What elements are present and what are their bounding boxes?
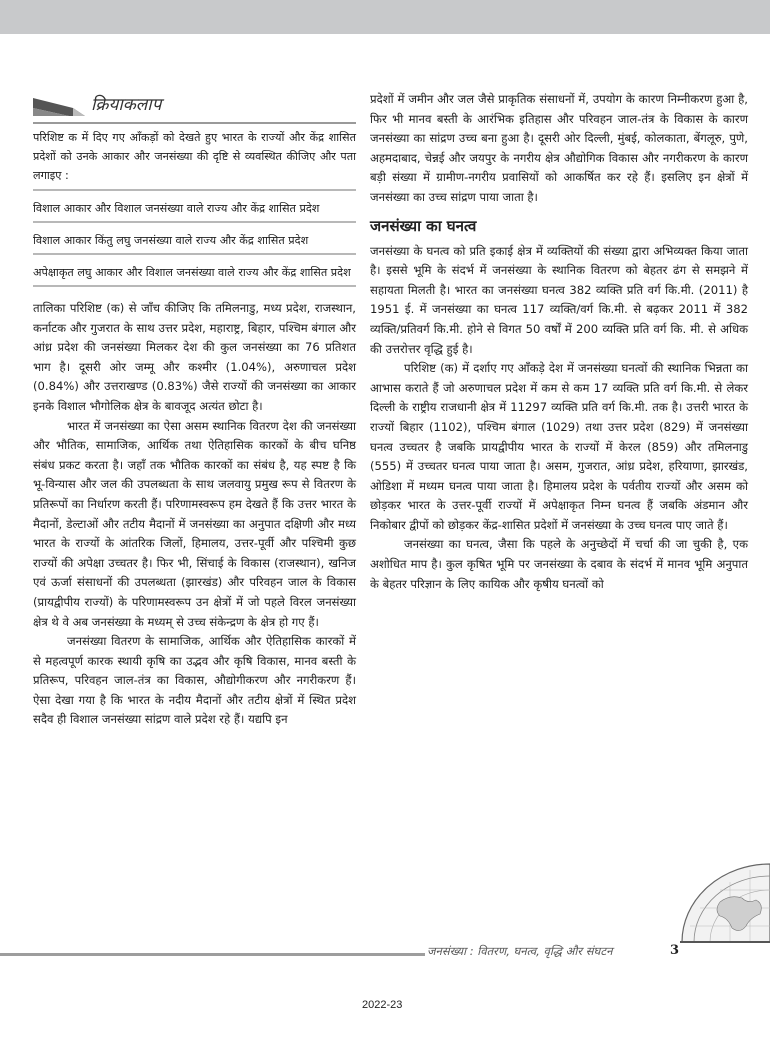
paragraph: जनसंख्या वितरण के सामाजिक, आर्थिक और ऐतिहासिक कारकों में से महत्वपूर्ण कारक स्थायी कृषि का उद्भव और कृषि विकास, मानव बस्ती के प्रतिरूप, परिवहन जाल-तंत्र का विकास, औद्योगीकरण और नगरीकरण हैं। ऐसा देखा गया है कि भारत के नदीय मैदानों और तटीय क्षेत्रों में स्थित प्रदेश सदैव ही विशाल जनसंख्या सांद्रण वाले प्रदेश रहे हैं। यद्यपि इन: [33, 634, 356, 727]
globe-map-icon: [680, 862, 770, 944]
activity-title: क्रियाकलाप: [91, 95, 162, 115]
activity-item: विशाल आकार और विशाल जनसंख्या वाले राज्य और केंद्र शासित प्रदेश: [33, 189, 356, 223]
section-heading: जनसंख्या का घनत्व: [370, 216, 477, 235]
paragraph: जनसंख्या का घनत्व, जैसा कि पहले के अनुच्छेदों में चर्चा की जा चुकी है, एक अशोधित माप है। कुल कृषित भूमि पर जनसंख्या के दबाव के संदर्भ में मानव भूमि अनुपात के बेहतर परिज्ञान के लिए कायिक और कृषीय घनत्वों को: [370, 537, 748, 591]
activity-item: विशाल आकार किंतु लघु जनसंख्या वाले राज्य और केंद्र शासित प्रदेश: [33, 223, 356, 255]
paragraph: परिशिष्ट (क) में दर्शाए गए आँकड़े देश में जनसंख्या घनत्वों की स्थानिक भिन्नता का आभास कराते हैं जो अरुणाचल प्रदेश में कम से कम 17 व्यक्ति प्रति वर्ग कि.मी. से लेकर दिल्ली के राष्ट्रीय राजधानी क्षेत्र में 11297 व्यक्ति प्रति वर्ग कि.मी. तक है। उत्तरी भारत के राज्यों बिहार (1102), पश्चिम बंगाल (1029) तथा उत्तर प्रदेश (829) में जनसंख्या घनत्व उच्चतर है जबकि प्रायद्वीपीय भारत के राज्यों में केरल (859) और तमिलनाडु (555) में उच्चतर घनत्व पाया जाता है। असम, गुजरात, आंध्र प्रदेश, हरियाणा, झारखंड, ओडिशा में मध्यम घनत्व पाया जाता है। हिमालय प्रदेश के पर्वतीय राज्यों और असम को छोड़कर भारत के उत्तर-पूर्वी राज्यों में अपेक्षाकृत निम्न घनत्व हैं जबकि अंडमान और निकोबार द्वीपों को छोड़कर केंद्र-शासित प्रदेशों में जनसंख्या के उच्च घनत्व पाए जाते हैं।: [370, 361, 748, 532]
divider: [33, 122, 356, 124]
paragraph: प्रदेशों में जमीन और जल जैसे प्राकृतिक संसाधनों में, उपयोग के कारण निम्नीकरण हुआ है, फिर भी मानव बस्ती के आरंभिक इतिहास और परिवहन जाल-तंत्र के विकास के कारण जनसंख्या का सांद्रण उच्च बना हुआ है। दूसरी ओर दिल्ली, मुंबई, कोलकाता, बेंगलूरु, पुणे, अहमदाबाद, चेन्नई और जयपुर के नगरीय क्षेत्र औद्योगिक विकास और नगरीकरण के कारण बड़ी संख्या में ग्रामीण-नगरीय प्रवासियों को आकर्षित कर रहे हैं। इसलिए इन क्षेत्रों में जनसंख्या का उच्च सांद्रण पाया जाता है।: [370, 92, 748, 204]
pencil-icon: [33, 96, 85, 118]
page-number: 3: [670, 943, 680, 958]
paragraph: तालिका परिशिष्ट (क) से जाँच कीजिए कि तमिलनाडु, मध्य प्रदेश, राजस्थान, कर्नाटक और गुजरात के साथ उत्तर प्रदेश, महाराष्ट्र, बिहार, पश्चिम बंगाल और आंध्र प्रदेश की जनसंख्या मिलकर देश की कुल जनसंख्या का 76 प्रतिशत भाग है। दूसरी ओर जम्मू और कश्मीर (1.04%), अरुणाचल प्रदेश (0.84%) और उत्तराखण्ड (0.83%) जैसे राज्यों की जनसंख्या का आकार इनके विशाल भौगोलिक क्षेत्र के बावजूद अत्यंत छोटा है।: [33, 301, 356, 413]
paragraph: भारत में जनसंख्या का ऐसा असम स्थानिक वितरण देश की जनसंख्या और भौतिक, सामाजिक, आर्थिक तथा ऐतिहासिक कारकों के बीच घनिष्ठ संबंध प्रकट करता है। जहाँ तक भौतिक कारकों का संबंध है, यह स्पष्ट है कि भू-विन्यास और जल की उपलब्धता के साथ जलवायु प्रमुख रूप से वितरण के प्रतिरूपों का निर्धारण करती हैं। परिणामस्वरूप हम देखते हैं कि उत्तर भारत के मैदानों, डेल्टाओं और तटीय मैदानों में जनसंख्या का अनुपात दक्षिणी और मध्य भारत के राज्यों के आंतरिक जिलों, हिमालय, उत्तर-पूर्वी और पश्चिमी कुछ राज्यों की अपेक्षा उच्चतर है। फिर भी, सिंचाई के विकास (राजस्थान), खनिज एवं ऊर्जा संसाधनों की उपलब्धता (झारखंड) और परिवहन जाल के विकास (प्रायद्वीपीय राज्यों) के परिणामस्वरूप उन क्षेत्रों में जो पहले विरल जनसंख्या क्षेत्र थे वे अब जनसंख्या के मध्यम् से उच्च संकेन्द्रण के क्षेत्र हो गए हैं।: [33, 418, 356, 629]
paragraph: जनसंख्या के घनत्व को प्रति इकाई क्षेत्र में व्यक्तियों की संख्या द्वारा अभिव्यक्त किया जाता है। इससे भूमि के संदर्भ में जनसंख्या के स्थानिक वितरण को बेहतर ढंग से समझने में सहायता मिलती है। भारत का जनसंख्या घनत्व 382 व्यक्ति प्रति वर्ग कि.मी. (2011) है 1951 ई. में जनसंख्या का घनत्व 117 व्यक्ति/वर्ग कि.मी. से बढ़कर 2011 में 382 व्यक्ति/प्रतिवर्ग कि.मी. होने से विगत 50 वर्षों में 200 व्यक्ति प्रति वर्ग कि. मी. से अधिक की उत्तरोत्तर वृद्धि हुई है।: [370, 243, 748, 356]
left-column: [33, 90, 356, 730]
left-body: [33, 299, 356, 730]
top-band: [0, 0, 770, 34]
activity-item: अपेक्षाकृत लघु आकार और विशाल जनसंख्या वाले राज्य और केंद्र शासित प्रदेश: [33, 255, 356, 287]
activity-header: [33, 90, 356, 124]
activity-intro: परिशिष्ट क में दिए गए आँकड़ों को देखते हुए भारत के राज्यों और केंद्र शासित प्रदेशों को उनके आकार और जनसंख्या की दृष्टि से व्यवस्थित कीजिए और पता लगाइए :: [33, 131, 356, 182]
edition-year: 2022-23: [362, 999, 403, 1011]
chapter-title: जनसंख्या : वितरण, घनत्व, वृद्धि और संघटन: [427, 944, 613, 958]
footer-rule: [0, 953, 425, 956]
right-column: [370, 90, 748, 594]
